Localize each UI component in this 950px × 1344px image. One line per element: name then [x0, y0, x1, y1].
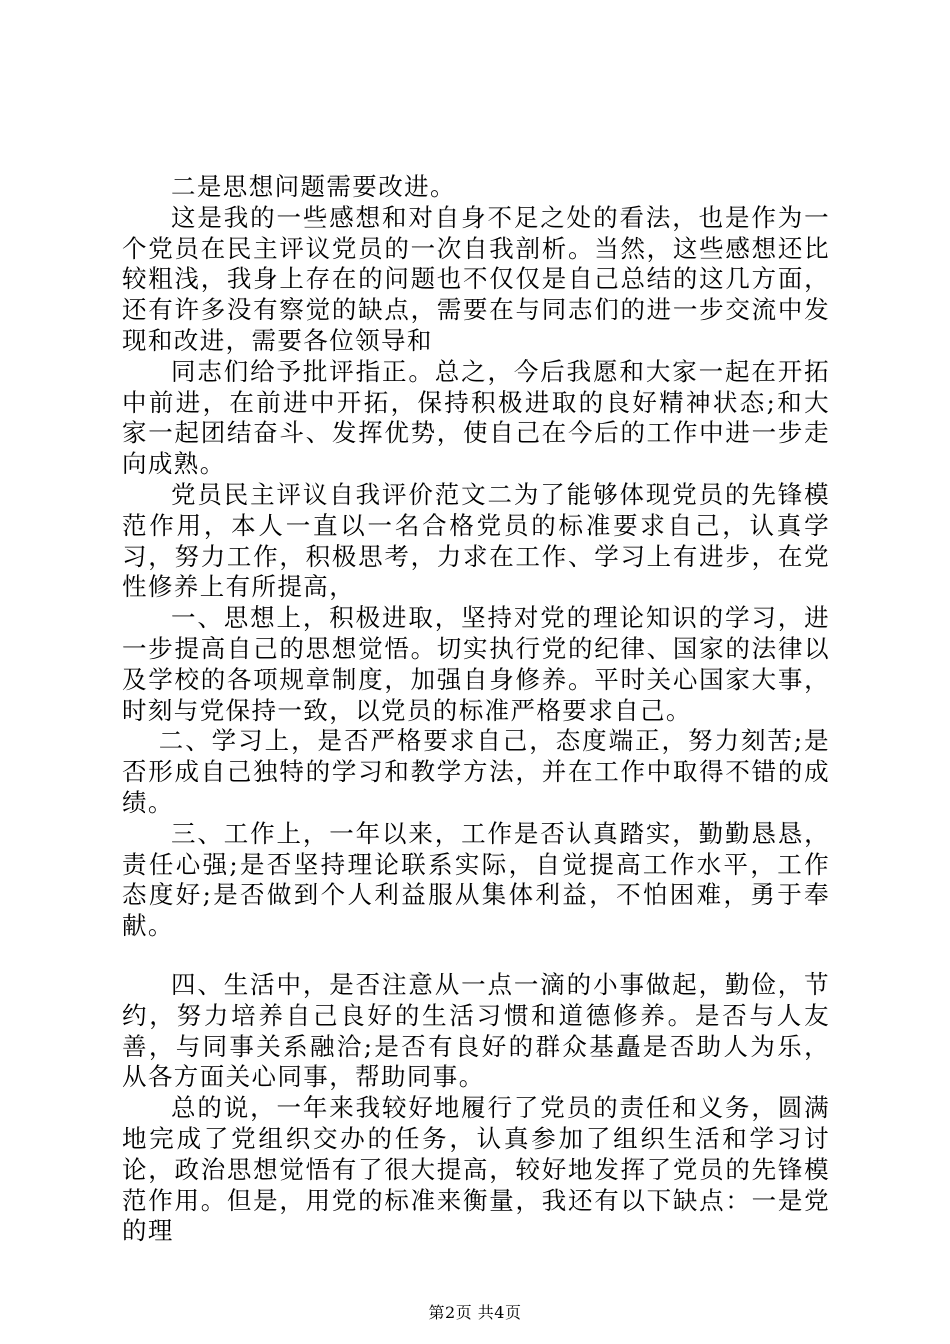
paragraph: 同志们给予批评指正。总之，今后我愿和大家一起在开拓中前进，在前进中开拓，保持积极进取的良好精神状态;和大家一起团结奋斗、发挥优势，使自己在今后的工作中进一步走向成熟。	[122, 356, 830, 479]
document-body	[122, 172, 830, 1247]
paragraph: 三、工作上，一年以来，工作是否认真踏实，勤勤恳恳，责任心强;是否坚持理论联系实际，自觉提高工作水平，工作态度好;是否做到个人利益服从集体利益，不怕困难，勇于奉献。	[122, 818, 830, 941]
paragraph: 党员民主评议自我评价范文二为了能够体现党员的先锋模范作用，本人一直以一名合格党员的标准要求自己，认真学习，努力工作，积极思考，力求在工作、学习上有进步，在党性修养上有所提高，	[122, 479, 830, 602]
paragraph: 这是我的一些感想和对自身不足之处的看法，也是作为一个党员在民主评议党员的一次自我剖析。当然，这些感想还比较粗浅，我身上存在的问题也不仅仅是自己总结的这几方面，还有许多没有察觉的缺点，需要在与同志们的进一步交流中发现和改进，需要各位领导和	[122, 202, 830, 355]
paragraph: 一、思想上，积极进取，坚持对党的理论知识的学习，进一步提高自己的思想觉悟。切实执行党的纪律、国家的法律以及学校的各项规章制度，加强自身修养。平时关心国家大事，时刻与党保持一致，以党员的标准严格要求自己。	[122, 603, 830, 725]
paragraph: 二是思想问题需要改进。	[171, 172, 456, 201]
paragraph: 总的说，一年来我较好地履行了党员的责任和义务，圆满地完成了党组织交办的任务，认真参加了组织生活和学习讨论，政治思想觉悟有了很大提高，较好地发挥了党员的先锋模范作用。但是，用党的标准来衡量，我还有以下缺点：一是党的理	[122, 1093, 830, 1246]
paragraph: 四、生活中，是否注意从一点一滴的小事做起，勤俭，节约，努力培养自己良好的生活习惯和道德修养。是否与人友善，与同事关系融洽;是否有良好的群众基矗是否助人为乐，从各方面关心同事，帮助同事。	[122, 969, 830, 1092]
page-number-footer: 第2页 共4页	[428, 1303, 522, 1322]
paragraph: 二、学习上，是否严格要求自己，态度端正，努力刻苦;是否形成自己独特的学习和教学方法，并在工作中取得不错的成绩。	[122, 726, 830, 817]
